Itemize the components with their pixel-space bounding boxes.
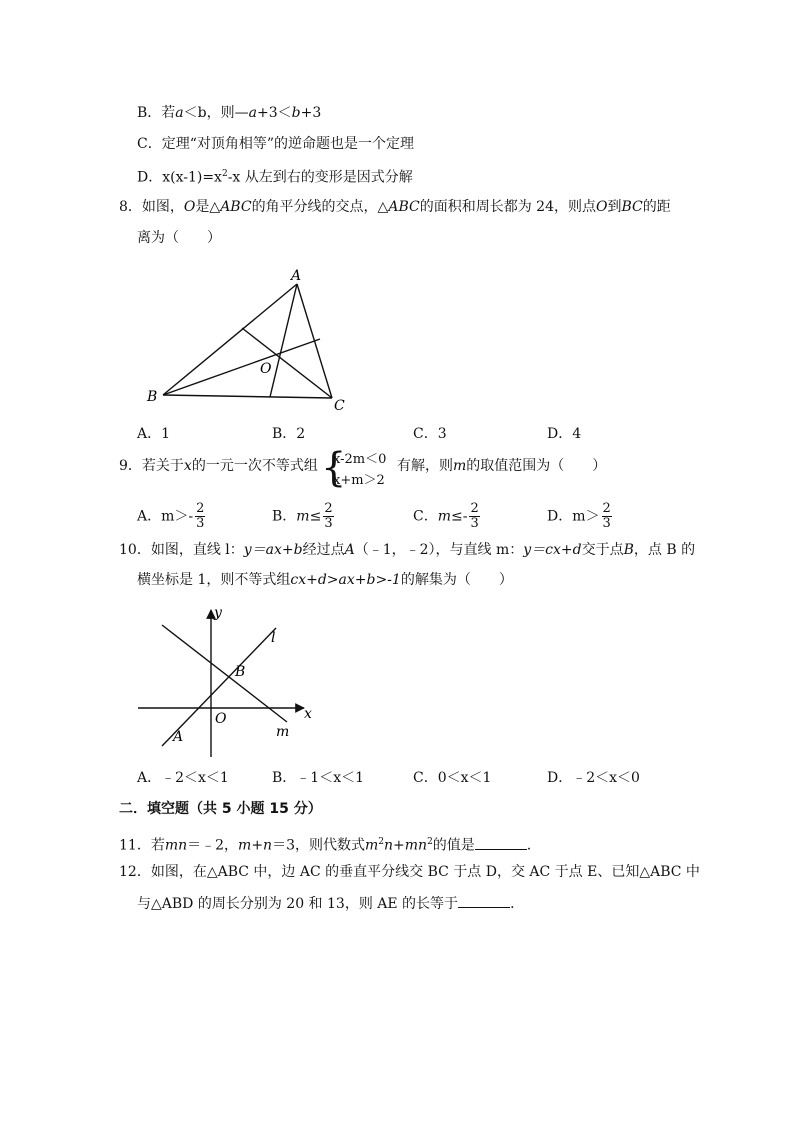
q9-b-num: 2: [324, 501, 333, 516]
q10-option-d: D．﹣2＜x＜0: [547, 770, 640, 786]
q10-stem-line1: [119, 540, 695, 560]
q12-l2pre: 与△ABD 的周长分别为 20 和 13，则 AE 的长等于: [137, 896, 459, 912]
q10-pt: （﹣1，﹣2），与直线 m：: [354, 542, 524, 558]
q12-stem-line2: [137, 893, 524, 914]
q9-a-label: A．m＞-: [137, 508, 194, 525]
q9-b-label: B．: [272, 508, 297, 525]
q10-l2a: 横坐标是 1，则不等式组: [137, 572, 291, 588]
q8-abc: ABC: [220, 199, 252, 215]
q11-c4: ＝3，则代数式: [272, 837, 365, 854]
q9-d-den: 3: [602, 516, 611, 531]
q7-b-rest: +3＜: [256, 105, 292, 121]
label-x: x: [304, 706, 312, 722]
q11-c1: mn: [164, 837, 188, 854]
q8-stem-line1: [119, 197, 671, 217]
q9-option-b: [272, 502, 334, 531]
q10-option-b: B．﹣1＜x＜1: [272, 770, 364, 786]
q9-c-label: C．: [413, 508, 438, 525]
label-o: O: [260, 361, 272, 377]
q11-post: 的值是: [432, 837, 475, 854]
bisector-a: [270, 284, 297, 397]
q10-l1a: 10．如图，直线 l：: [119, 542, 244, 558]
label-b: B: [235, 664, 246, 680]
q11-c3: m+n: [238, 837, 273, 854]
label-a: A: [291, 268, 302, 284]
side-bc: [163, 395, 332, 398]
q7-b-a2: a: [248, 105, 257, 121]
q9-x: x: [183, 458, 192, 474]
q7-d-post: -x 从左到右的变形是因式分解: [227, 169, 413, 186]
label-o: O: [215, 711, 227, 727]
q8-stem-line2: 离为（ ）: [137, 230, 221, 246]
q8-o: O: [183, 199, 196, 215]
label-l: l: [271, 630, 276, 646]
q9-c-den: 3: [470, 516, 479, 531]
q9-stem-post: [397, 456, 606, 476]
q7-b-a: a: [175, 105, 184, 121]
q7-option-b: [137, 103, 321, 123]
q7-b-b: b: [291, 105, 301, 121]
q8-bc: BC: [621, 199, 643, 215]
q8-t4: 到: [607, 199, 622, 215]
q10-eq1: y＝ax+b: [243, 542, 303, 558]
q8-no: 8．如图，: [119, 199, 184, 215]
q10-l2b: 的解集为（ ）: [400, 572, 513, 588]
q10-stem-line2: [137, 570, 513, 590]
q9-d-label: D．m＞: [547, 508, 600, 525]
q11-c2: ＝﹣2，: [187, 837, 239, 854]
q11-m1: m: [365, 837, 379, 854]
q11-n1: n+mn: [384, 837, 428, 854]
q7-option-c: C．定理“对顶角相等”的逆命题也是一个定理: [137, 136, 415, 152]
lines-figure: [134, 602, 334, 762]
q7-b-lt1: ＜b，则—: [183, 105, 249, 121]
q7-b-end: +3: [300, 105, 322, 121]
q9-option-c: [413, 502, 480, 531]
q11-stem: [119, 832, 531, 856]
triangle-figure: [142, 262, 362, 422]
q12-l2end: ．: [510, 896, 525, 912]
q9-pre: 9．若关于: [119, 458, 184, 474]
q9-b-den: 3: [324, 516, 333, 531]
q12-answer-blank[interactable]: [458, 893, 510, 908]
q9-ineq2: x+m＞2: [333, 473, 385, 488]
q11-end: .: [526, 837, 532, 854]
q9-option-a: [137, 502, 205, 531]
q9-a-fraction: [195, 502, 205, 531]
q11-s2: 2: [427, 837, 433, 847]
q8-option-d: D．4: [547, 426, 582, 442]
q11-answer-blank[interactable]: [475, 835, 527, 850]
section-heading-fill-in: 二．填空题（共 5 小题 15 分）: [119, 801, 322, 817]
q9-m: m: [453, 458, 467, 474]
q9-d-fraction: [602, 502, 612, 531]
q9-stem-pre: [119, 456, 318, 476]
label-c: C: [334, 398, 345, 414]
q9-c-rel: ≤-: [451, 508, 468, 525]
q8-abc2: ABC: [388, 199, 420, 215]
q9-b-m: m: [296, 508, 310, 525]
q9-mid: 的一元一次不等式组: [191, 458, 318, 474]
q10-option-c: C．0＜x＜1: [413, 770, 492, 786]
q11-s1: 2: [378, 837, 385, 847]
q10-l1d: ，点 B 的: [633, 542, 696, 558]
label-m: m: [276, 724, 290, 740]
q9-b-fraction: [323, 502, 333, 531]
q7-d-pre: D．x(x-1)=x: [137, 169, 222, 186]
q9-brace: {: [321, 445, 347, 491]
q10-ineq: cx+d>ax+b>-1: [290, 572, 401, 588]
label-b: B: [147, 389, 158, 405]
q9-a-den: 3: [196, 516, 205, 531]
q10-B: B: [623, 542, 634, 558]
label-y: y: [214, 605, 222, 621]
q9-c-m: m: [437, 508, 451, 525]
q9-b-rel: ≤: [309, 508, 322, 525]
bisector-c: [242, 328, 332, 398]
q10-eq2: y＝cx+d: [523, 542, 582, 558]
q9-a-num: 2: [196, 501, 205, 516]
label-a: A: [173, 729, 184, 745]
q8-option-a: A．1: [137, 426, 171, 442]
q9-d-num: 2: [602, 501, 611, 516]
q8-t5: 的距: [642, 199, 671, 215]
q8-option-c: C．3: [413, 426, 447, 442]
q8-o2: O: [595, 199, 608, 215]
q8-t3: 的面积和周长都为 24，则点: [419, 199, 596, 215]
q9-c-fraction: [469, 502, 479, 531]
q7-d-sup: 2: [221, 169, 228, 179]
q7-option-d: [137, 164, 413, 188]
q10-option-a: A．﹣2＜x＜1: [137, 770, 229, 786]
q8-t2: 的角平分线的交点，△: [251, 199, 389, 215]
q9-post2: 的取值范围为（ ）: [466, 458, 607, 474]
q11-pre: 11．若: [119, 837, 165, 854]
q10-l1c: 交于点: [581, 542, 624, 558]
q7-b-label: B．若: [137, 105, 176, 121]
bisector-b: [163, 339, 320, 395]
q12-stem-line1: 12．如图，在△ABC 中，边 AC 的垂直平分线交 BC 于点 D，交 AC 于点 E、已知△ABC 中: [119, 864, 700, 880]
side-ab: [163, 284, 297, 395]
q9-option-d: [547, 502, 612, 531]
q9-post1: 有解，则: [397, 458, 453, 474]
q8-t1: 是△: [195, 199, 221, 215]
q8-option-b: B．2: [272, 426, 306, 442]
q10-A: A: [344, 542, 355, 558]
q9-ineq1: x-2m＜0: [333, 452, 387, 467]
q9-c-num: 2: [470, 501, 479, 516]
q10-l1b: 经过点: [302, 542, 345, 558]
